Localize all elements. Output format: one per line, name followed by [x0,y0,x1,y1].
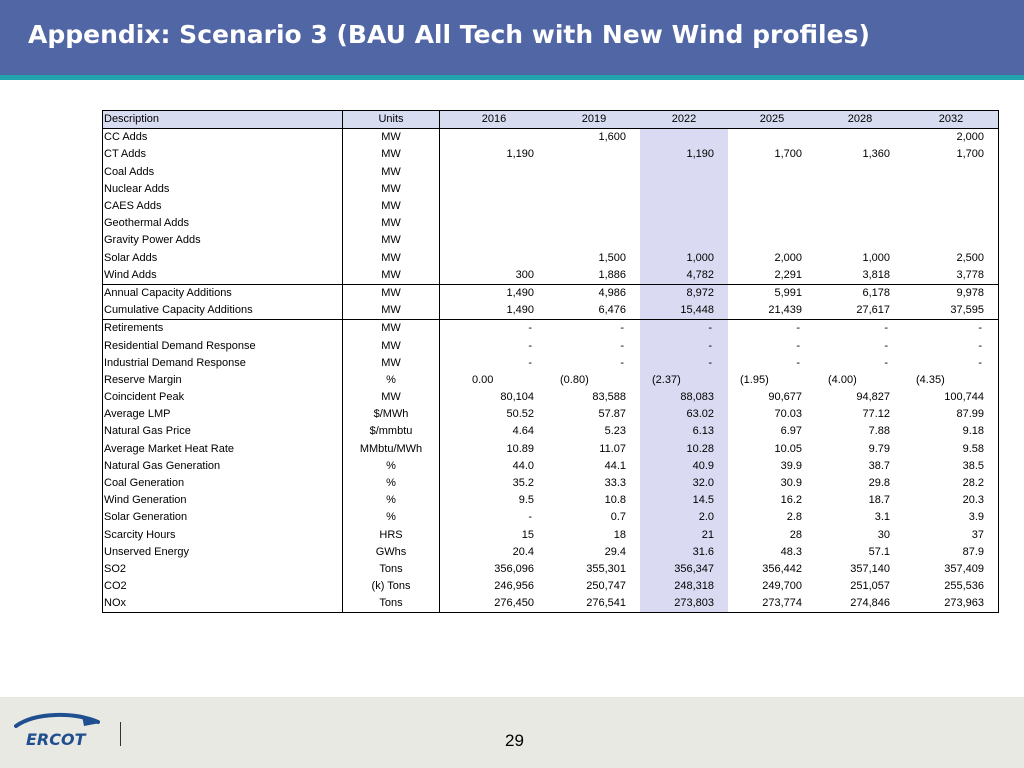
row-description: Annual Capacity Additions [103,284,343,302]
table-cell: 1,500 [598,251,626,264]
row-units: MW [343,389,440,406]
row-units: % [343,475,440,492]
row-units: Tons [343,561,440,578]
table-row [103,198,999,215]
table-cell: 57.87 [598,408,626,421]
row-units: MW [343,146,440,163]
table-cell [640,164,728,181]
table-cell: 1,190 [640,146,728,163]
table-cell: 355,301 [586,562,626,575]
table-row [103,423,999,440]
table-cell [728,198,816,215]
table-cell [548,215,640,232]
table-cell: 28.2 [904,475,999,492]
table-cell: 32.0 [640,475,728,492]
table-cell: - [884,356,888,369]
page-number: 29 [505,731,524,750]
table-cell: - [640,355,728,372]
table-cell: 33.3 [604,477,626,490]
table-cell: 7.88 [868,425,890,438]
row-units: MW [343,181,440,198]
table-cell: - [816,320,904,338]
table-cell [640,181,728,198]
table-cell: 1,190 [506,148,534,161]
table-cell: 2,000 [774,251,802,264]
row-description: Solar Adds [103,250,343,267]
table-cell: - [904,337,999,354]
row-units: MW [343,284,440,302]
table-cell [640,232,728,249]
table-cell: 83,588 [592,391,626,404]
column-header: 2022 [640,111,728,129]
column-header: Description [103,111,343,129]
table-cell [440,181,549,198]
table-cell: 300 [515,268,534,281]
table-cell: 10.8 [604,494,626,507]
row-units: MW [343,129,440,147]
table-cell [548,146,640,163]
table-row [103,181,999,198]
table-cell: 80,104 [500,391,534,404]
table-cell: - [796,356,800,369]
table-cell [904,198,999,215]
row-units: MW [343,198,440,215]
table-cell: 356,347 [640,561,728,578]
row-description: Coal Generation [103,475,343,492]
row-description: Retirements [103,320,343,338]
table-cell: 2.0 [640,509,728,526]
row-units: MMbtu/MWh [343,441,440,458]
row-units: MW [343,232,440,249]
table-cell: 357,140 [850,562,890,575]
table-row [103,475,999,492]
table-row [103,215,999,232]
table-cell: 276,450 [440,595,549,613]
table-cell: 1,700 [774,148,802,161]
row-description: Natural Gas Price [103,423,343,440]
row-units: $/mmbtu [343,423,440,440]
table-cell: 21,439 [768,304,802,317]
table-cell: 2.8 [786,511,802,524]
table-cell: 1,600 [598,131,626,144]
row-units: Tons [343,595,440,613]
table-cell [904,215,999,232]
table-row [103,527,999,544]
table-cell: - [620,339,624,352]
row-units: % [343,509,440,526]
table-cell [440,164,549,181]
table-cell: 1,490 [506,304,534,317]
table-row [103,302,999,320]
table-cell: 18.7 [868,494,890,507]
table-cell [728,164,816,181]
table-row [103,561,999,578]
table-cell [816,215,904,232]
column-header: 2019 [548,111,640,129]
row-description: Residential Demand Response [103,337,343,354]
table-cell: 29.4 [604,545,626,558]
table-cell: 3,778 [904,267,999,285]
row-units: (k) Tons [343,578,440,595]
table-cell: 2,000 [904,129,999,147]
table-cell: 249,700 [762,580,802,593]
table-cell: 4.64 [512,425,534,438]
table-cell: 63.02 [640,406,728,423]
table-cell: 1,490 [440,284,549,302]
table-cell: 6.13 [640,423,728,440]
table-cell: 1,700 [904,146,999,163]
row-description: CAES Adds [103,198,343,215]
table-cell [640,198,728,215]
table-cell: 20.3 [904,492,999,509]
table-cell: - [904,320,999,338]
table-header-row [103,111,999,129]
row-units: MW [343,250,440,267]
table-row [103,595,999,613]
row-description: Unserved Energy [103,544,343,561]
table-cell [816,232,904,249]
table-cell: 50.52 [506,408,534,421]
table-cell: 27,617 [856,304,890,317]
row-description: CC Adds [103,129,343,147]
table-cell: 39.9 [780,459,802,472]
table-cell [548,198,640,215]
table-cell: - [528,511,532,524]
table-cell: 87.9 [904,544,999,561]
table-cell: 9.79 [868,442,890,455]
table-cell: 21 [640,527,728,544]
table-cell: 6,476 [598,304,626,317]
row-units: GWhs [343,544,440,561]
table-cell: - [796,339,800,352]
table-cell: 6,178 [816,284,904,302]
table-row [103,337,999,354]
logo-text: ERCOT [26,730,86,749]
row-description: Geothermal Adds [103,215,343,232]
table-cell [816,164,904,181]
table-cell: 273,774 [728,595,816,613]
row-units: MW [343,355,440,372]
table-cell [440,250,549,267]
table-cell: 38.5 [904,458,999,475]
table-cell: - [884,339,888,352]
table-cell: 10.28 [640,441,728,458]
table-cell: 31.6 [640,544,728,561]
row-units: % [343,458,440,475]
table-cell: 16.2 [780,494,802,507]
table-cell: 9,978 [904,284,999,302]
table-row [103,129,999,147]
logo-divider [120,722,121,746]
row-description: Coincident Peak [103,389,343,406]
table-cell: 9.18 [904,423,999,440]
table-row [103,146,999,163]
table-cell: 4,986 [548,284,640,302]
row-description: CT Adds [103,146,343,163]
table-cell: (0.80) [560,373,589,386]
row-description: Wind Adds [103,267,343,285]
table-cell: 11.07 [599,442,626,455]
table-cell: 9.58 [904,441,999,458]
table-cell: 3.9 [904,509,999,526]
row-units: MW [343,302,440,320]
table-cell: 276,541 [548,595,640,613]
table-cell [440,198,549,215]
row-description: Nuclear Adds [103,181,343,198]
column-header: 2016 [440,111,549,129]
row-description: Solar Generation [103,509,343,526]
table-cell: 1,886 [598,268,626,281]
table-cell: 0.7 [610,511,626,524]
table-cell: 10.89 [506,442,534,455]
row-units: % [343,372,440,389]
table-cell: 273,803 [640,595,728,613]
table-cell: 70.03 [774,408,802,421]
table-cell: 87.99 [904,406,999,423]
table-cell: (4.00) [828,373,857,386]
row-description: Natural Gas Generation [103,458,343,475]
table-cell [816,129,904,147]
row-units: MW [343,320,440,338]
table-cell: 246,956 [494,580,534,593]
table-cell: (4.35) [904,372,999,389]
table-cell: 250,747 [586,580,626,593]
table-cell: - [640,337,728,354]
table-cell: 100,744 [904,389,999,406]
table-cell: 3.1 [874,511,890,524]
table-cell [640,215,728,232]
table-cell [440,129,549,147]
row-units: % [343,492,440,509]
table-cell: 2,291 [774,268,802,281]
row-units: MW [343,215,440,232]
table-row [103,406,999,423]
table-cell [440,232,549,249]
table-cell: (2.37) [640,372,728,389]
row-units: MW [343,164,440,181]
table-cell: 356,096 [494,562,534,575]
table-cell: 6.97 [780,425,802,438]
table-row [103,250,999,267]
table-cell: 9.5 [518,494,534,507]
table-cell: 357,409 [904,561,999,578]
row-description: SO2 [103,561,343,578]
table-row [103,284,999,302]
table-cell: 5,991 [728,284,816,302]
column-header: 2025 [728,111,816,129]
table-cell: 4,782 [640,267,728,285]
table-cell [904,232,999,249]
table-cell: 356,442 [762,562,802,575]
row-description: Average Market Heat Rate [103,441,343,458]
table-cell [440,215,549,232]
table-cell: 38.7 [868,459,890,472]
table-row [103,441,999,458]
table-cell: - [620,356,624,369]
table-cell: 77.12 [862,408,890,421]
table-cell [728,181,816,198]
table-cell [728,129,816,147]
table-row [103,544,999,561]
table-cell [816,181,904,198]
table-cell: 20.4 [512,545,534,558]
table-cell: 248,318 [640,578,728,595]
row-description: Coal Adds [103,164,343,181]
table-cell: 255,536 [904,578,999,595]
table-cell: 29.8 [868,477,890,490]
table-cell: 28 [789,528,802,541]
table-cell: 35.2 [512,477,534,490]
row-description: Average LMP [103,406,343,423]
table-cell [548,181,640,198]
table-cell: 274,846 [816,595,904,613]
table-cell: 251,057 [850,580,890,593]
row-description: Reserve Margin [103,372,343,389]
table-cell [640,129,728,147]
scenario-table [102,110,999,613]
table-cell: (1.95) [740,373,769,386]
table-cell: 44.0 [512,459,534,472]
table-cell [904,164,999,181]
column-header: 2028 [816,111,904,129]
table-cell: 37 [904,527,999,544]
slide-title: Appendix: Scenario 3 (BAU All Tech with New Wind profiles) [28,20,870,49]
row-units: $/MWh [343,406,440,423]
table-cell [548,164,640,181]
row-description: NOx [103,595,343,613]
row-description: Industrial Demand Response [103,355,343,372]
table-cell: 15,448 [640,302,728,320]
table-cell: 30.9 [780,477,802,490]
table-cell: 10.05 [774,442,802,455]
table-cell: - [640,320,728,338]
table-cell: 8,972 [640,284,728,302]
table-cell [548,232,640,249]
table-cell: 94,827 [856,391,890,404]
table-cell: 40.9 [640,458,728,475]
table-row [103,232,999,249]
table-row [103,320,999,338]
column-header: 2032 [904,111,999,129]
table-cell: 5.23 [604,425,626,438]
table-cell: - [528,339,532,352]
table-cell: 37,595 [904,302,999,320]
table-cell: 57.1 [868,545,890,558]
title-accent-stripe [0,75,1024,80]
table-cell: 48.3 [780,545,802,558]
table-row [103,578,999,595]
table-cell: 88,083 [640,389,728,406]
row-description: Gravity Power Adds [103,232,343,249]
table-row [103,355,999,372]
table-cell: 44.1 [604,459,626,472]
row-units: MW [343,267,440,285]
table-row [103,492,999,509]
table-cell [904,181,999,198]
column-header: Units [343,111,440,129]
table-cell: 1,000 [862,251,890,264]
row-description: CO2 [103,578,343,595]
table-cell: - [548,320,640,338]
row-units: MW [343,337,440,354]
table-row [103,267,999,285]
table-cell: 1,000 [640,250,728,267]
table-cell: - [528,356,532,369]
table-row [103,389,999,406]
table-row [103,509,999,526]
table-cell: 2,500 [904,250,999,267]
row-description: Cumulative Capacity Additions [103,302,343,320]
table-cell: 0.00 [472,373,494,386]
table-cell: 18 [613,528,626,541]
row-description: Scarcity Hours [103,527,343,544]
table-row [103,372,999,389]
table-cell: - [904,355,999,372]
table-cell [816,198,904,215]
table-cell [728,232,816,249]
table-cell [728,215,816,232]
row-units: HRS [343,527,440,544]
table-row [103,164,999,181]
table-row [103,458,999,475]
table-cell: 14.5 [640,492,728,509]
table-cell: 273,963 [904,595,999,613]
table-cell: 1,360 [862,148,890,161]
table-cell: 3,818 [862,268,890,281]
ercot-logo [12,710,104,750]
table-cell: 30 [877,528,890,541]
table-cell: - [440,320,549,338]
table-cell: 90,677 [768,391,802,404]
table-cell: - [728,320,816,338]
row-description: Wind Generation [103,492,343,509]
table-cell: 15 [521,528,534,541]
